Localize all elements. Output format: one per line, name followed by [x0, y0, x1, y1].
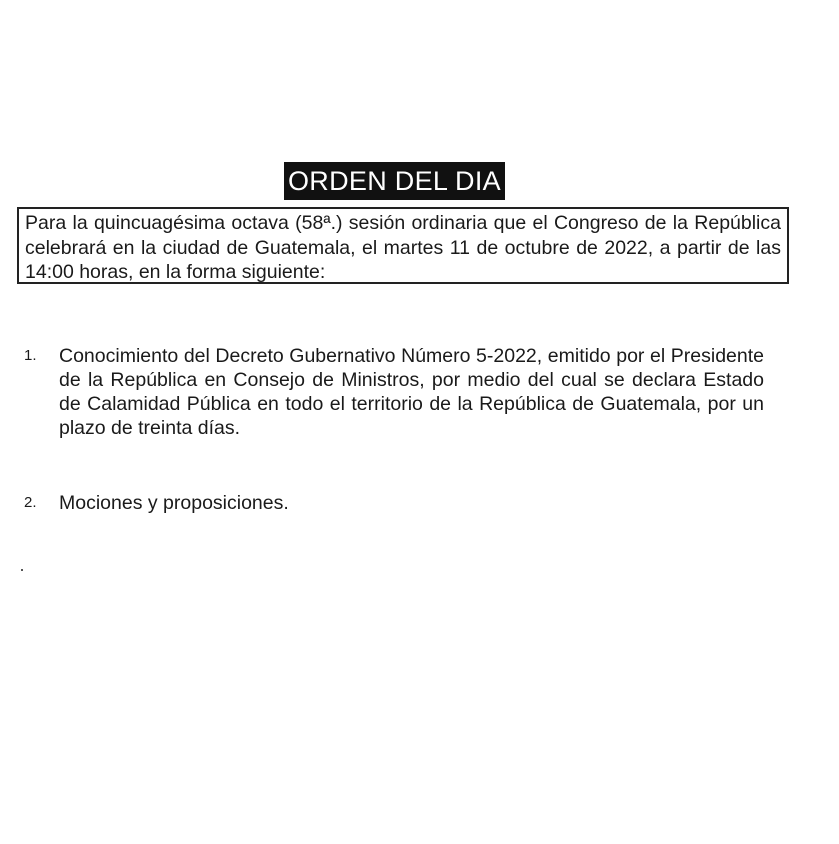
item-number: 1. [24, 347, 37, 364]
scan-artifact [60, 0, 400, 2]
item-number: 2. [24, 494, 37, 511]
scan-mark [21, 569, 23, 571]
item-text: Conocimiento del Decreto Gubernativo Número 5-2022, emitido por el Presidente de la República en Consejo de Ministros, por medio del cual se declara Estado de Calamidad Pública en todo el territorio de la República de Guatemala, por un plazo de treinta días. [59, 345, 764, 439]
page-title: ORDEN DEL DIA [284, 162, 505, 200]
intro-paragraph: Para la quincuagésima octava (58ª.) sesión ordinaria que el Congreso de la República celebrará en la ciudad de Guatemala, el martes 11 de octubre de 2022, a partir de las 14:00 horas, en la forma siguiente: [17, 207, 789, 284]
item-text: Mociones y proposiciones. [59, 492, 289, 514]
